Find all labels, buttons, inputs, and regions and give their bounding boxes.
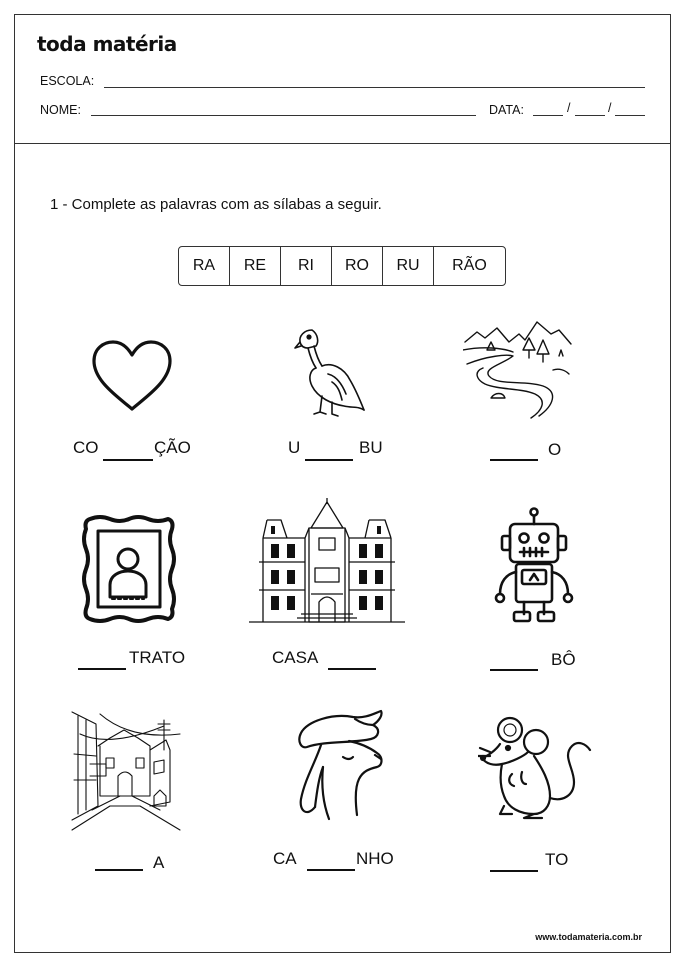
word-after: BU bbox=[359, 438, 383, 457]
answer-blank[interactable] bbox=[328, 668, 376, 670]
answer-blank[interactable] bbox=[305, 459, 353, 461]
word-after: ÇÃO bbox=[154, 438, 191, 457]
word-after: O bbox=[548, 440, 562, 459]
instruction-text: 1 - Complete as palavras com as sílabas a seguir. bbox=[50, 196, 382, 213]
date-separator: / bbox=[567, 101, 571, 115]
vulture-icon bbox=[292, 324, 370, 418]
date-separator: / bbox=[608, 101, 612, 115]
nome-label: NOME: bbox=[40, 103, 81, 117]
word-after: NHO bbox=[356, 849, 394, 868]
word-before: U bbox=[288, 438, 301, 457]
footer-url: www.todamateria.com.br bbox=[535, 932, 642, 942]
brand-logo: toda matéria bbox=[37, 32, 177, 56]
word-before: CA bbox=[273, 849, 297, 868]
heart-icon bbox=[88, 337, 176, 413]
answer-blank[interactable] bbox=[490, 669, 538, 671]
word-after: BÔ bbox=[551, 650, 576, 669]
word-after: A bbox=[153, 853, 165, 872]
answer-blank[interactable] bbox=[95, 869, 143, 871]
answer-blank[interactable] bbox=[103, 459, 153, 461]
date-year-field[interactable] bbox=[615, 115, 645, 116]
syllable-ro: RO bbox=[332, 247, 383, 285]
word-after: TRATO bbox=[129, 648, 186, 667]
word-after: TO bbox=[545, 850, 569, 869]
robot-icon bbox=[492, 506, 576, 626]
word-before: CO bbox=[73, 438, 99, 457]
portrait-frame-icon bbox=[80, 513, 178, 625]
word-before: CASA bbox=[272, 648, 319, 667]
syllable-ru: RU bbox=[383, 247, 434, 285]
street-icon bbox=[70, 710, 182, 832]
syllable-ra: RA bbox=[179, 247, 230, 285]
escola-field[interactable] bbox=[104, 87, 645, 88]
answer-blank[interactable] bbox=[490, 870, 538, 872]
header-divider bbox=[14, 143, 671, 144]
syllable-rao: RÃO bbox=[452, 257, 487, 274]
data-label: DATA: bbox=[489, 103, 524, 117]
answer-blank[interactable] bbox=[78, 668, 126, 670]
syllable-ri: RI bbox=[281, 247, 332, 285]
answer-blank[interactable] bbox=[490, 459, 538, 461]
syllable-re: RE bbox=[230, 247, 281, 285]
nome-field[interactable] bbox=[91, 115, 476, 116]
river-icon bbox=[463, 320, 573, 420]
dog-petting-icon bbox=[293, 707, 387, 825]
escola-label: ESCOLA: bbox=[40, 74, 95, 88]
date-day-field[interactable] bbox=[533, 115, 563, 116]
syllable-box bbox=[178, 246, 506, 286]
mansion-icon bbox=[249, 498, 405, 626]
date-month-field[interactable] bbox=[575, 115, 605, 116]
mouse-icon bbox=[478, 716, 596, 824]
answer-blank[interactable] bbox=[307, 869, 355, 871]
